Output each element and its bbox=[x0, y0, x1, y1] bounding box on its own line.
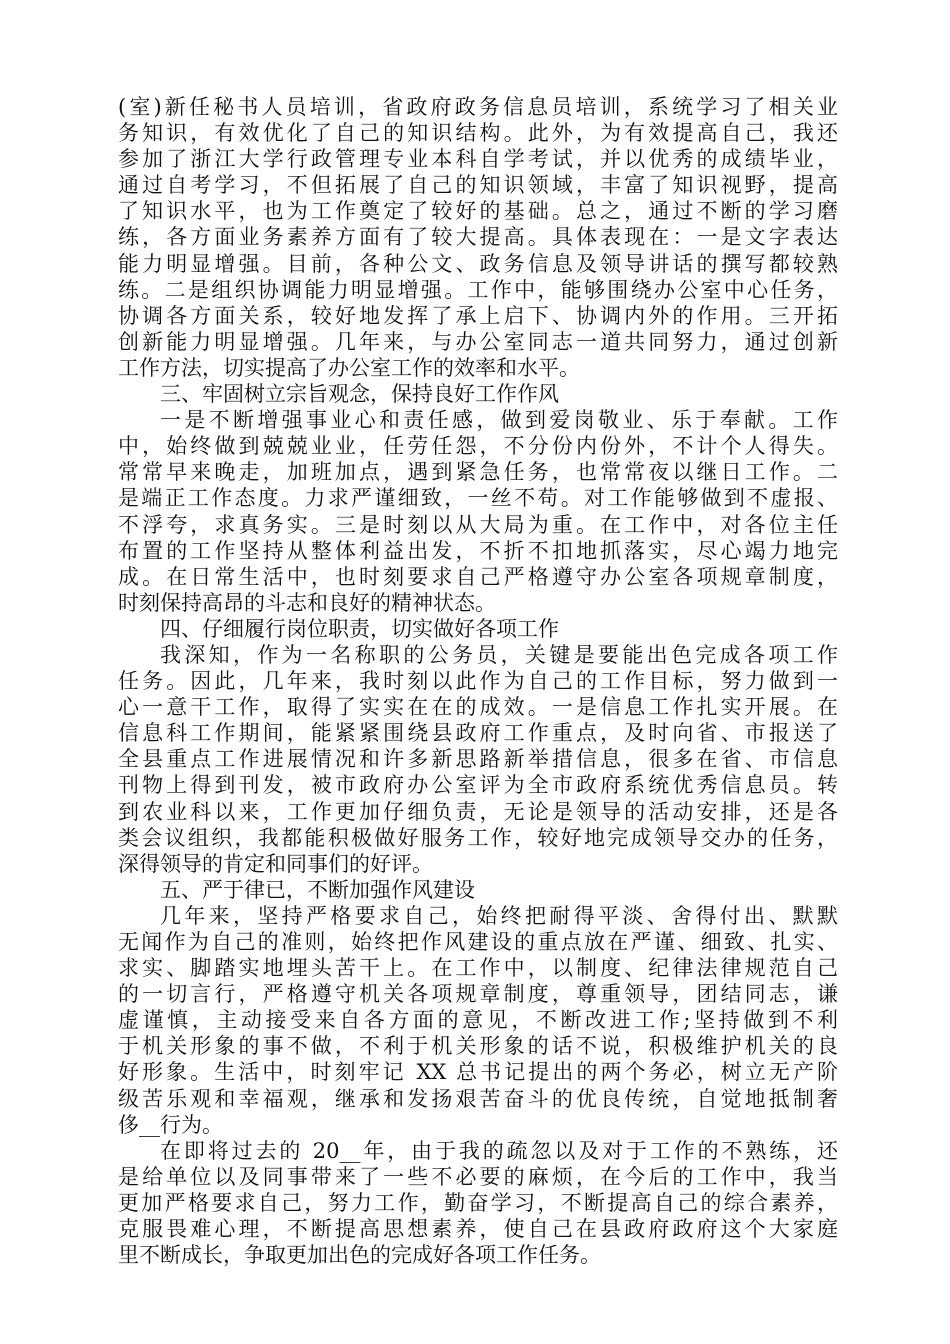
text-line: 刊物上得到刊发，被市政府办公室评为全市政府系统优秀信息员。转 bbox=[118, 773, 838, 798]
text-line: 克服畏难心理，不断提高思想素养，使自己在县政府政府这个大家庭 bbox=[118, 1217, 838, 1242]
text-line: 好形象。生活中，时刻牢记 XX 总书记提出的两个务必，树立无产阶 bbox=[118, 1060, 838, 1085]
text-line: 在即将过去的 20__年，由于我的疏忽以及对于工作的不熟练，还 bbox=[160, 1138, 838, 1163]
text-line: 常常早来晚走，加班加点，遇到紧急任务，也常常夜以继日工作。二 bbox=[118, 460, 838, 485]
text-line: 练，各方面业务素养方面有了较大提高。具体表现在：一是文字表达 bbox=[118, 225, 838, 250]
text-line: 不浮夸，求真务实。三是时刻以从大局为重。在工作中，对各位主任 bbox=[118, 512, 838, 537]
text-line: 于机关形象的事不做，不利于机关形象的话不说，积极维护机关的良 bbox=[118, 1034, 838, 1059]
text-line: 任务。因此，几年来，我时刻以此作为自己的工作目标，努力做到一 bbox=[118, 669, 838, 694]
text-line: 心一意干工作，取得了实实在在的成效。一是信息工作扎实开展。在 bbox=[118, 695, 838, 720]
text-line: 是给单位以及同事带来了一些不必要的麻烦，在今后的工作中，我当 bbox=[118, 1164, 838, 1189]
text-line: 几年来，坚持严格要求自己，始终把耐得平淡、舍得付出、默默 bbox=[160, 903, 838, 928]
section-heading: 五、严于律已，不断加强作风建设 bbox=[160, 877, 475, 902]
text-line: 更加严格要求自己，努力工作，勤奋学习，不断提高自己的综合素养， bbox=[118, 1190, 838, 1215]
text-line: 通过自考学习，不但拓展了自己的知识领域，丰富了知识视野，提高 bbox=[118, 173, 838, 198]
section-heading: 四、仔细履行岗位职责，切实做好各项工作 bbox=[160, 616, 559, 641]
text-line: 中，始终做到兢兢业业，任劳任怨，不分份内份外，不计个人得失。 bbox=[118, 434, 838, 459]
text-line: 练。二是组织协调能力明显增强。工作中，能够围绕办公室中心任务， bbox=[118, 277, 838, 302]
text-line: 工作方法，切实提高了办公室工作的效率和水平。 bbox=[118, 355, 580, 380]
text-line: 到农业科以来，工作更加仔细负责，无论是领导的活动安排，还是各 bbox=[118, 799, 838, 824]
text-line: 里不断成长，争取更加出色的完成好各项工作任务。 bbox=[118, 1243, 601, 1268]
section-heading: 三、牢固树立宗旨观念，保持良好工作作风 bbox=[160, 382, 559, 407]
text-line: 信息科工作期间，能紧紧围绕县政府工作重点，及时向省、市报送了 bbox=[118, 721, 838, 746]
text-line: 全县重点工作进展情况和许多新思路新举措信息，很多在省、市信息 bbox=[118, 747, 838, 772]
text-line: 求实、脚踏实地埋头苦干上。在工作中，以制度、纪律法律规范自己 bbox=[118, 956, 838, 981]
text-line: 无闻作为自己的准则，始终把作风建设的重点放在严谨、细致、扎实、 bbox=[118, 930, 838, 954]
text-line: 侈__行为。 bbox=[118, 1112, 223, 1137]
text-line: 能力明显增强。目前，各种公文、政务信息及领导讲话的撰写都较熟 bbox=[118, 251, 838, 276]
text-line: 参加了浙江大学行政管理专业本科自学考试，并以优秀的成绩毕业， bbox=[118, 147, 838, 172]
text-line: 协调各方面关系，较好地发挥了承上启下、协调内外的作用。三开拓 bbox=[118, 303, 838, 328]
text-line: (室)新任秘书人员培训，省政府政务信息员培训，系统学习了相关业 bbox=[118, 95, 838, 119]
text-line: 成。在日常生活中，也时刻要求自己严格遵守办公室各项规章制度， bbox=[118, 564, 838, 589]
text-line: 我深知，作为一名称职的公务员，关键是要能出色完成各项工作 bbox=[160, 642, 838, 667]
text-line: 布置的工作坚持从整体利益出发，不折不扣地抓落实，尽心竭力地完 bbox=[118, 538, 838, 563]
text-line: 的一切言行，严格遵守机关各项规章制度，尊重领导，团结同志，谦 bbox=[118, 982, 838, 1007]
text-line: 深得领导的肯定和同事们的好评。 bbox=[118, 851, 433, 876]
text-line: 级苦乐观和幸福观，继承和发扬艰苦奋斗的优良传统，自觉地抵制奢 bbox=[118, 1086, 838, 1111]
text-line: 是端正工作态度。力求严谨细致，一丝不苟。对工作能够做到不虚报、 bbox=[118, 486, 838, 511]
text-line: 务知识，有效优化了自己的知识结构。此外，为有效提高自己，我还 bbox=[118, 121, 838, 146]
text-line: 时刻保持高昂的斗志和良好的精神状态。 bbox=[118, 590, 496, 615]
text-line: 虚谨慎，主动接受来自各方面的意见，不断改进工作;坚持做到不利 bbox=[118, 1008, 838, 1033]
text-line: 一是不断增强事业心和责任感，做到爱岗敬业、乐于奉献。工作 bbox=[160, 408, 838, 433]
text-line: 了知识水平，也为工作奠定了较好的基础。总之，通过不断的学习磨 bbox=[118, 199, 838, 224]
document-page bbox=[118, 94, 838, 1268]
text-line: 类会议组织，我都能积极做好服务工作，较好地完成领导交办的任务， bbox=[118, 825, 838, 850]
text-line: 创新能力明显增强。几年来，与办公室同志一道共同努力，通过创新 bbox=[118, 329, 838, 354]
